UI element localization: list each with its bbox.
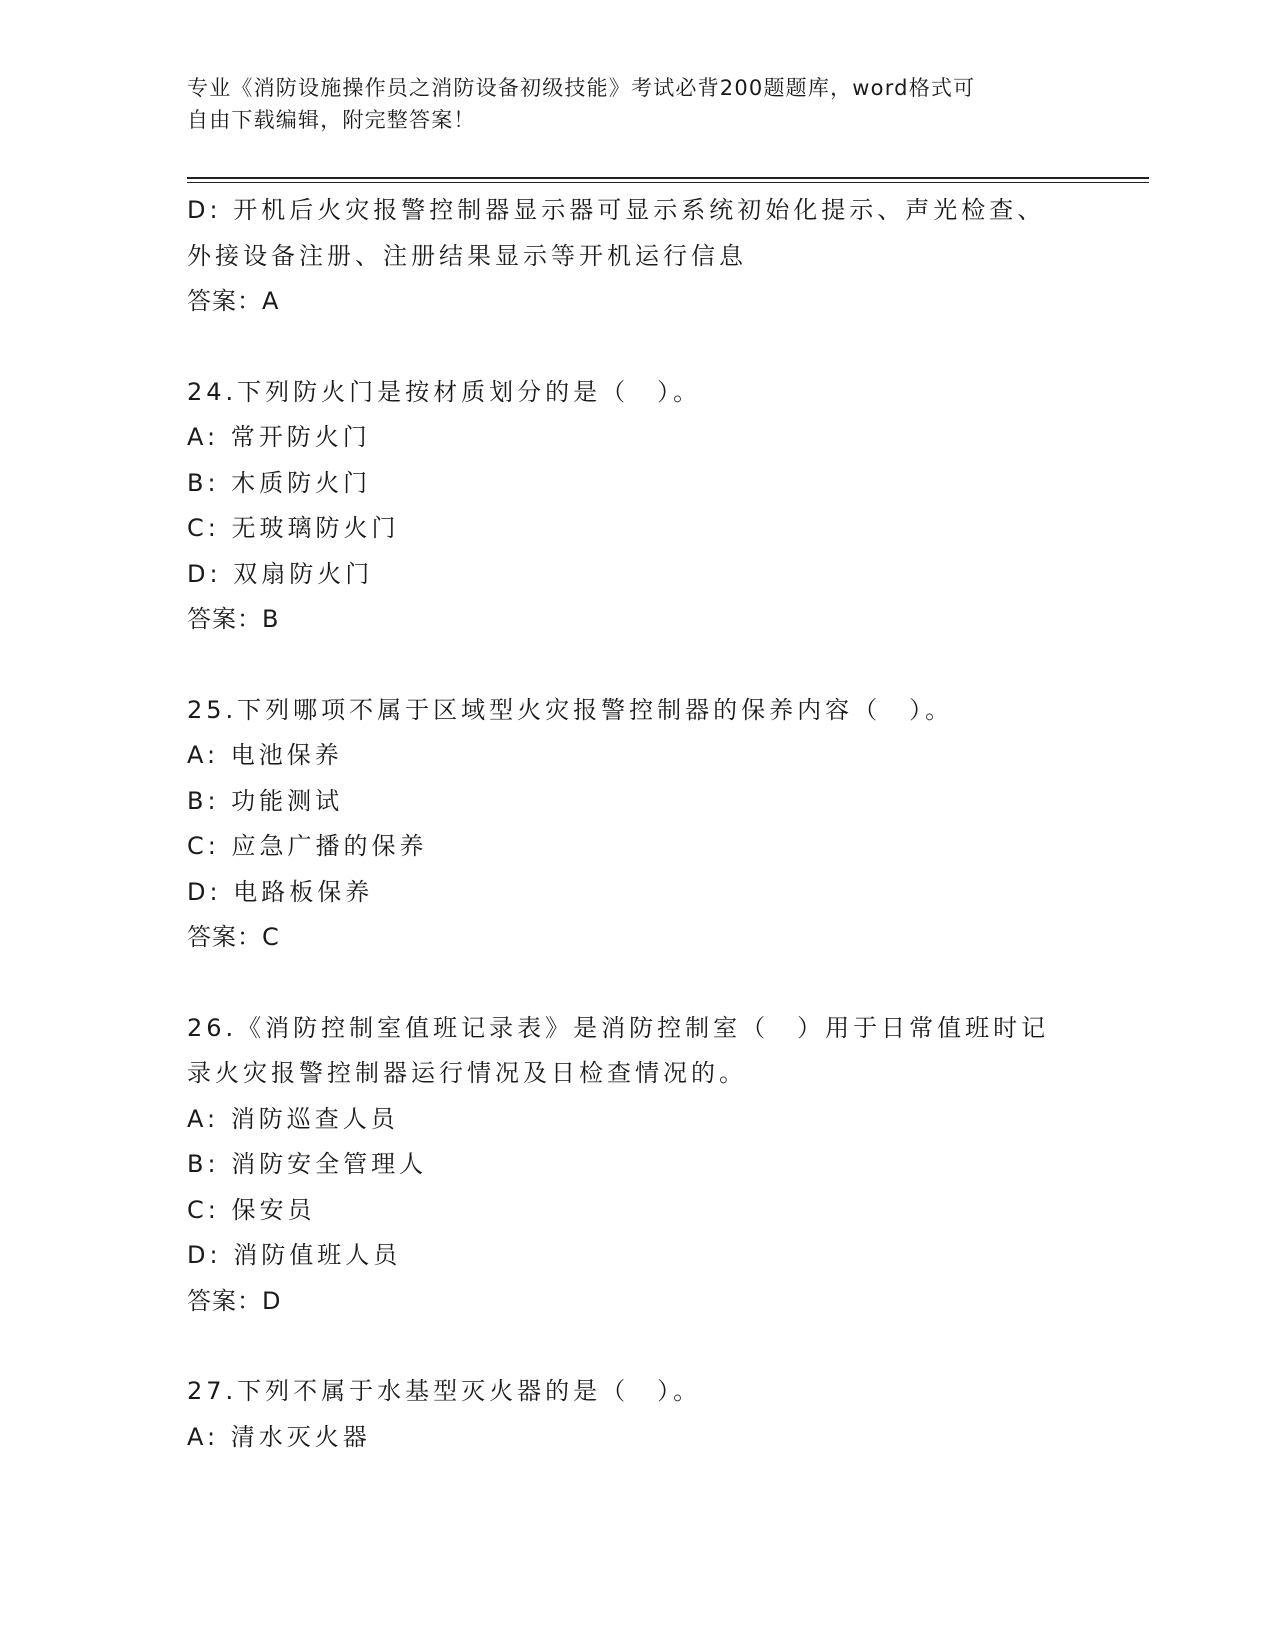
spacer [187,325,1087,370]
header-line-1: 专业《消防设施操作员之消防设备初级技能》考试必背200题题库，word格式可 [187,76,976,100]
option-a: A: 电池保养 [187,741,343,769]
question-stem: 25.下列哪项不属于区域型火灾报警控制器的保养内容（ ）。 [187,695,954,724]
question-stem-continued: 录火灾报警控制器运行情况及日检查情况的。 [187,1059,747,1087]
option-d: D: 双扇防火门 [187,559,374,588]
answer: 答案：D [187,1286,282,1315]
question-stem: 27.下列不属于水基型灭火器的是（ ）。 [187,1377,702,1405]
answer: 答案：A [187,287,280,315]
header-divider-thin [187,182,1149,183]
question-stem: 24.下列防火门是按材质划分的是（ ）。 [187,377,702,406]
option-d: D: 消防值班人员 [187,1241,402,1269]
option-b: B: 功能测试 [187,786,344,815]
header-divider-thick [187,177,1149,179]
option-b: B: 消防安全管理人 [187,1150,428,1178]
question-27 [187,1369,1087,1460]
question-26 [187,1006,1087,1325]
option-c: C: 保安员 [187,1195,316,1224]
question-23-carryover [187,188,1087,325]
document-header [187,72,1067,136]
spacer [187,643,1087,688]
answer: 答案：C [187,923,280,951]
question-25 [187,688,1087,961]
header-line-2: 自由下载编辑，附完整答案！ [187,108,476,132]
option-a: A: 常开防火门 [187,423,371,451]
spacer [187,961,1087,1006]
question-24 [187,370,1087,643]
option-d: D: 电路板保养 [187,877,374,906]
spacer [187,1324,1087,1369]
answer: 答案：B [187,605,280,633]
option-d-continued: 外接设备注册、注册结果显示等开机运行信息 [187,241,747,270]
option-a: A: 清水灭火器 [187,1422,371,1451]
question-stem: 26.《消防控制室值班记录表》是消防控制室（ ）用于日常值班时记 [187,1013,1050,1042]
option-d: D: 开机后火灾报警控制器显示器可显示系统初始化提示、声光检查、 [187,196,1046,224]
option-c: C: 无玻璃防火门 [187,514,400,542]
option-a: A: 消防巡查人员 [187,1104,399,1133]
option-c: C: 应急广播的保养 [187,832,428,860]
document-body [187,188,1087,1460]
option-b: B: 木质防火门 [187,468,372,497]
